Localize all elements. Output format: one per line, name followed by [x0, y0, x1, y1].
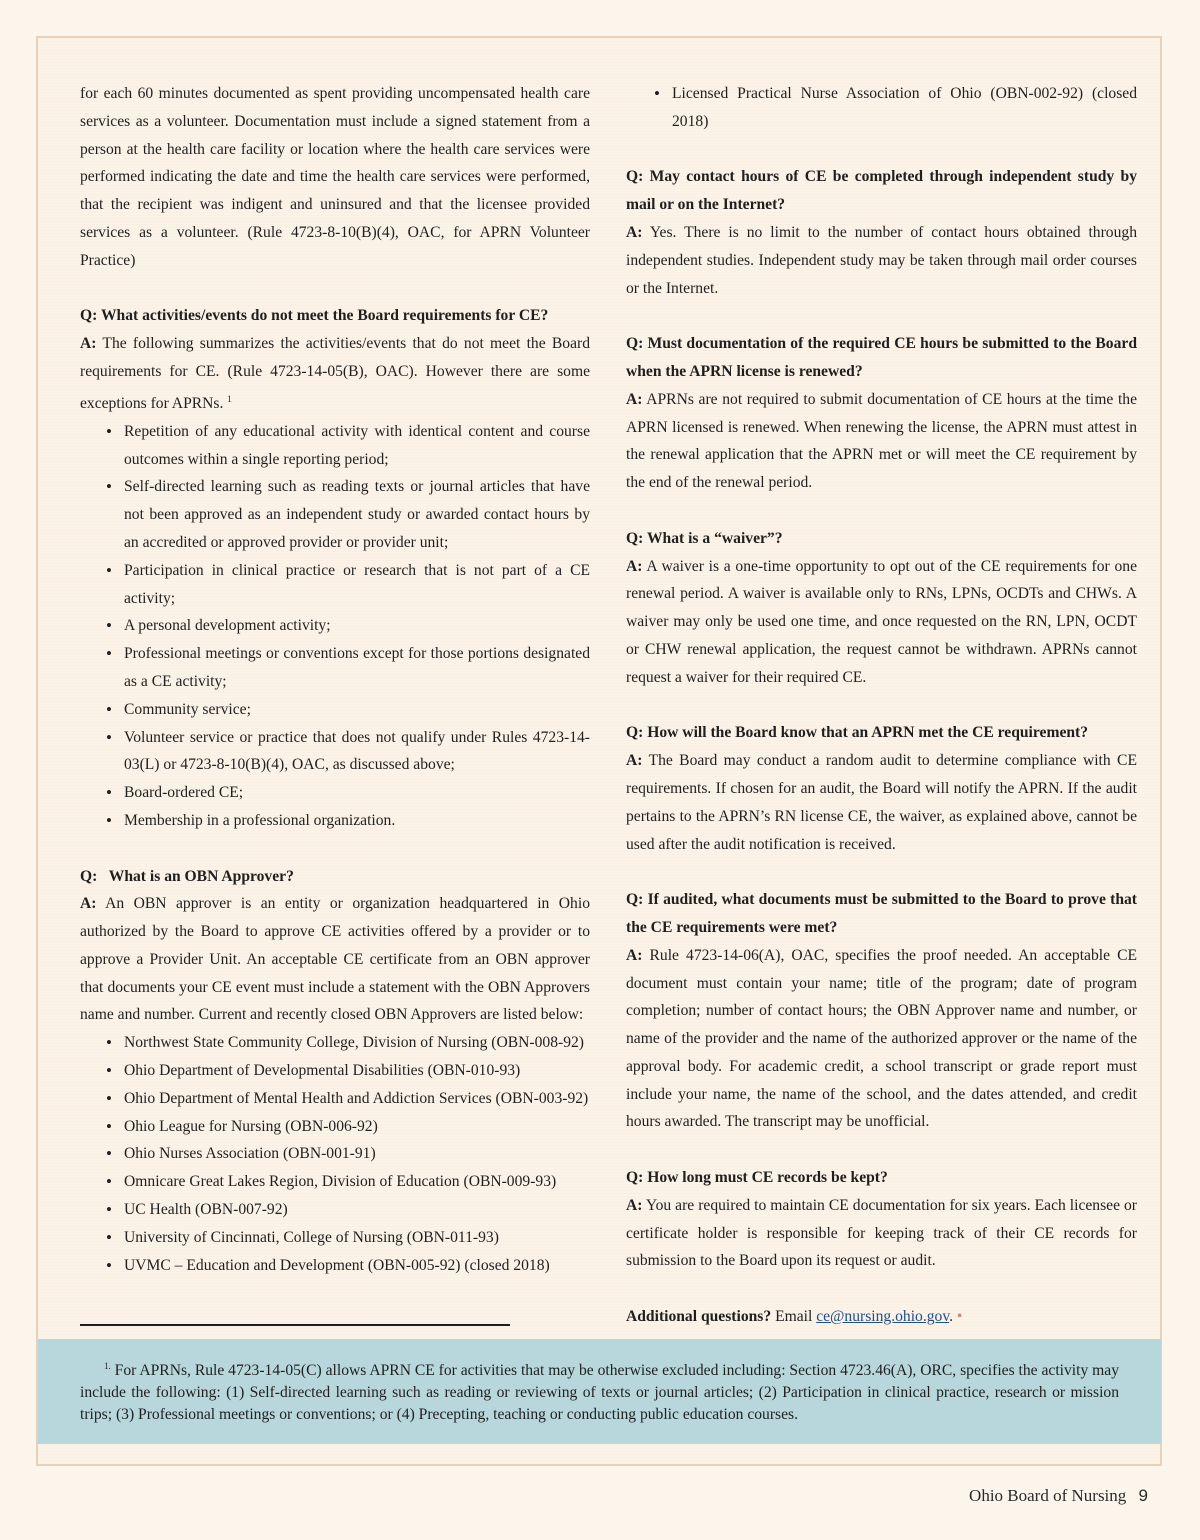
list-item: • Northwest State Community College, Division of Nursing (OBN-008-92): [106, 1029, 590, 1057]
end-mark-icon: •: [956, 1308, 963, 1326]
question-independent-study: [626, 163, 1137, 219]
footnote-reference: 1: [227, 393, 232, 404]
answer-text: APRNs are not required to submit documentation of CE hours at the time the APRN licensed is renewed. When renewing the license, the APRN must attest in the renewal application that the APRN met or will meet the CE requirement by the end of the renewal period.: [626, 390, 1137, 492]
footnote-mark: 1.: [104, 1361, 111, 1371]
obn-approvers-list-continued: [654, 80, 1137, 136]
additional-questions: [626, 1303, 1137, 1331]
answer-lead: A:: [626, 752, 643, 770]
answer-independent-study: [626, 219, 1137, 302]
answer-audit-documents: [626, 942, 1137, 1137]
footnote-text: For APRNs, Rule 4723-14-05(C) allows APRN CE for activities that may be otherwise excluded including: Section 4723.46(A), ORC, specifies the activity may include the following: (1) Self-directed learning such as reading or reviewing of texts or journal articles; (2) Participation in clinical practice, research or mission trips; (3) Professional meetings or conventions; or (4) Precepting, teaching or conducting public education courses.: [80, 1362, 1120, 1424]
additional-questions-text: Email: [775, 1308, 813, 1326]
answer-documentation-renewal: [626, 386, 1137, 497]
list-item: • Ohio Nurses Association (OBN-001-91): [106, 1140, 590, 1168]
answer-board-know: [626, 747, 1137, 858]
email-period: .: [949, 1308, 954, 1326]
list-item: • Self-directed learning such as reading texts or journal articles that have not been approved as an independent study or awarded contact hours by an accredited or approved provider or provider unit;: [106, 473, 590, 556]
answer-lead: A:: [80, 335, 97, 353]
question-text: Q: If audited, what documents must be submitted to the Board to prove that the CE requirements were met?: [626, 891, 1137, 936]
answer-lead: A:: [626, 557, 643, 575]
list-item: • UC Health (OBN-007-92): [106, 1196, 590, 1224]
right-column: [626, 80, 1137, 1331]
list-item: • Board-ordered CE;: [106, 779, 590, 807]
email-link[interactable]: ce@nursing.ohio.gov: [816, 1308, 950, 1326]
footnote-divider: [80, 1324, 510, 1326]
question-text: Q: What is an OBN Approver?: [80, 867, 294, 885]
additional-questions-label: Additional questions?: [626, 1308, 772, 1326]
answer-text: Rule 4723-14-06(A), OAC, specifies the proof needed. An acceptable CE document must contain your name; title of the program; date of program completion; number of contact hours; the OBN Approver name and number, or name of the provider and the name of the authorized approver or the name of the approval body. For academic credit, a school transcript or grade report must include your name, the name of the school, and the dates attended, and credit hours awarded. The transcript may be unofficial.: [626, 946, 1137, 1131]
question-text: Q: How long must CE records be kept?: [626, 1169, 888, 1187]
volunteer-paragraph: for each 60 minutes documented as spent providing uncompensated health care services as a volunteer. Documentation must include a signed statement from a person at the health care facility or location where the health care services were performed indicating the date and time the health care services were performed, that the recipient was indigent and uninsured and that the licensee provided services as a volunteer. (Rule 4723-8-10(B)(4), OAC, for APRN Volunteer Practice): [80, 85, 590, 269]
left-column: [80, 80, 590, 1279]
list-item: • Ohio Department of Mental Health and Addiction Services (OBN-003-92): [106, 1085, 590, 1113]
list-item: • Professional meetings or conventions except for those portions designated as a CE activity;: [106, 640, 590, 696]
answer-text: An OBN approver is an entity or organization headquartered in Ohio authorized by the Board to approve CE activities offered by a provider or to approve a Provider Unit. An acceptable CE certificate from an OBN approver that documents your CE event must include a statement with the OBN Approvers name and number. Current and recently closed OBN Approvers are listed below:: [80, 895, 590, 1024]
list-item: • Volunteer service or practice that does not qualify under Rules 4723-14-03(L) or 4723-8-10(B)(4), OAC, as discussed above;: [106, 724, 590, 780]
answer-text: You are required to maintain CE documentation for six years. Each licensee or certificate holder is responsible for keeping track of their CE records for submission to the Board upon its request or audit.: [626, 1196, 1137, 1270]
list-item: • Repetition of any educational activity with identical content and course outcomes within a single reporting period;: [106, 418, 590, 474]
publication-name: Ohio Board of Nursing: [969, 1486, 1127, 1505]
question-text: Q: Must documentation of the required CE hours be submitted to the Board when the APRN license is renewed?: [626, 335, 1137, 380]
answer-text: Yes. There is no limit to the number of contact hours obtained through independent studies. Independent study may be taken through mail order courses or the Internet.: [626, 223, 1137, 297]
list-item: • Community service;: [106, 696, 590, 724]
question-documentation-renewal: [626, 330, 1137, 386]
list-item: • Licensed Practical Nurse Association of Ohio (OBN-002-92) (closed 2018): [654, 80, 1137, 136]
question-audit-documents: [626, 886, 1137, 942]
page-footer: [969, 1486, 1148, 1506]
answer-text: The following summarizes the activities/events that do not meet the Board requirements for CE. (Rule 4723-14-05(B), OAC). However there are some exceptions for APRNs.: [80, 335, 590, 412]
list-item: • Participation in clinical practice or research that is not part of a CE activity;: [106, 557, 590, 613]
answer-obn-approver: [80, 890, 590, 1029]
answer-lead: A:: [626, 223, 643, 241]
list-item: • Membership in a professional organization.: [106, 807, 590, 835]
list-item: • UVMC – Education and Development (OBN-005-92) (closed 2018): [106, 1252, 590, 1280]
list-item: • A personal development activity;: [106, 612, 590, 640]
question-records-kept: [626, 1164, 1137, 1192]
excluded-activities-list: [106, 418, 590, 835]
footnote-box: [38, 1339, 1161, 1444]
answer-lead: A:: [80, 895, 97, 913]
answer-lead: A:: [626, 946, 643, 964]
answer-lead: A:: [626, 390, 643, 408]
list-item: • University of Cincinnati, College of Nursing (OBN-011-93): [106, 1224, 590, 1252]
answer-text: A waiver is a one-time opportunity to opt out of the CE requirements for one renewal period. A waiver is available only to RNs, LPNs, OCDTs and CHWs. A waiver may only be used one time, and once requested on the RN, LPN, OCDT or CHW renewal application, the request cannot be withdrawn. APRNs cannot request a waiver for their required CE.: [626, 557, 1137, 686]
question-text: Q: What activities/events do not meet the Board requirements for CE?: [80, 307, 549, 325]
page-number: 9: [1138, 1486, 1148, 1505]
obn-approvers-list: [106, 1029, 590, 1279]
question-text: Q: What is a “waiver”?: [626, 529, 783, 547]
list-item: • Ohio Department of Developmental Disabilities (OBN-010-93): [106, 1057, 590, 1085]
answer-waiver: [626, 553, 1137, 692]
question-text: Q: May contact hours of CE be completed through independent study by mail or on the Internet?: [626, 168, 1137, 214]
question-not-meet-requirements: [80, 302, 590, 330]
answer-text: The Board may conduct a random audit to determine compliance with CE requirements. If chosen for an audit, the Board will notify the APRN. If the audit pertains to the APRN’s RN license CE, the waiver, as explained above, cannot be used after the audit notification is received.: [626, 752, 1137, 853]
answer-not-meet-requirements: [80, 330, 590, 418]
answer-records-kept: [626, 1192, 1137, 1275]
question-text: Q: How will the Board know that an APRN met the CE requirement?: [626, 724, 1089, 742]
question-obn-approver: [80, 863, 590, 891]
answer-lead: A:: [626, 1196, 643, 1214]
question-waiver: [626, 525, 1137, 553]
question-board-know: [626, 719, 1137, 747]
list-item: • Omnicare Great Lakes Region, Division of Education (OBN-009-93): [106, 1168, 590, 1196]
list-item: • Ohio League for Nursing (OBN-006-92): [106, 1113, 590, 1141]
